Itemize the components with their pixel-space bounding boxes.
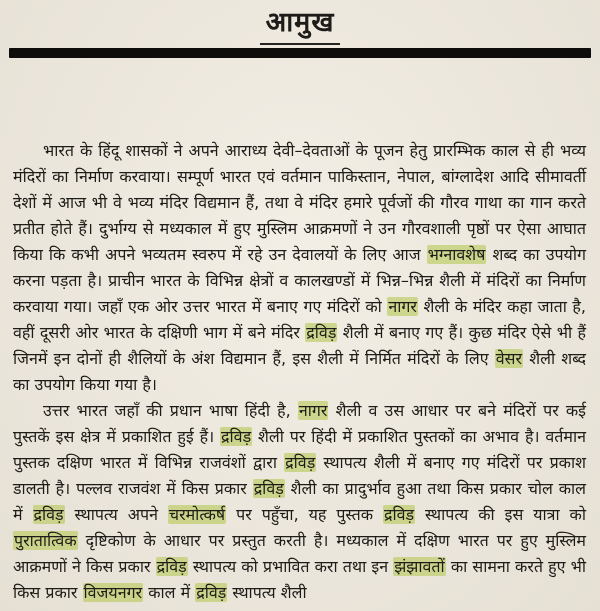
highlighted-term: द्रविड़: [306, 323, 337, 342]
document-body: [0, 138, 600, 606]
body-text: शब्द का उपयोग करना पड़ता है। प्राचीन भारत के विभिन्न क्षेत्रों व कालखण्डों में भिन्न–भिन्न शैली में मंदिरों का निर्माण करवाया गया। जहाँ एक ओर उत्तर भारत में बनाए गए मंदिरों को: [13, 245, 586, 316]
highlighted-term: द्रविड़: [383, 505, 415, 524]
highlighted-term: भग्नावशेष: [427, 245, 486, 264]
body-text: शैली शब्द का उपयोग किया गया है।: [13, 349, 586, 394]
title-divider-bar: [9, 48, 591, 58]
body-text: उत्तर भारत जहाँ की प्रधान भाषा हिंदी है,: [43, 401, 298, 420]
body-text: शैली व उस आधार पर बने मंदिरों पर कई पुस्तकें इस क्षेत्र में प्रकाशित हुई हैं।: [13, 401, 587, 446]
page-title: आमुख: [260, 6, 341, 45]
highlighted-term: द्रविड़: [253, 479, 284, 498]
highlighted-term: वेसर: [495, 349, 523, 368]
highlighted-term: द्रविड़: [156, 557, 187, 576]
body-text: स्थापत्य की इस यात्रा को: [415, 505, 586, 524]
highlighted-term: पुरातात्विक: [14, 531, 77, 550]
highlighted-term: द्रविड़: [196, 583, 227, 602]
body-text: पर पहुँचा, यह पुस्तक: [226, 505, 383, 524]
body-text: काल में: [143, 583, 196, 602]
highlighted-term: द्रविड़: [221, 427, 252, 446]
body-text: स्थापत्य शैली: [227, 583, 307, 602]
body-text: शैली में बनाए गए हैं। कुछ मंदिर ऐसे भी हैं जिनमें इन दोनों ही शैलियों के अंश विद्यमान हैं, इस शैली में निर्मित मंदिरों के लिए: [13, 323, 586, 368]
body-text: भारत के हिंदू शासकों ने अपने आराध्य देवी–देवताओं के पूजन हेतु प्रारम्भिक काल से ही भव्य मंदिरों का निर्माण करवाया। सम्पूर्ण भारत एवं वर्तमान पाकिस्तान, नेपाल, बांग्लादेश आदि सीमावर्ती देशों में आज भी वे भव्य मंदिर विद्यमान हैं, तथा वे मंदिर हमारे पूर्वजों की गौरव गाथा का गान करते प्रतीत होते हैं। दुर्भाग्य से मध्यकाल में हुए मुस्लिम आक्रमणों ने उन गौरवशाली पृष्ठों पर ऐसा आघात किया कि कभी अपने भव्यतम स्वरुप में रहे उन देवालयों के लिए आज: [13, 141, 586, 264]
highlighted-term: चरमोत्कर्ष: [168, 505, 226, 524]
body-text: शैली के मंदिर कहा जाता है, वहीं दूसरी ओर भारत के दक्षिणी भाग में बने मंदिर: [13, 297, 586, 342]
paragraph: [13, 398, 586, 606]
paragraph: [13, 138, 586, 398]
body-text: स्थापत्य को प्रभावित करा तथा इन: [187, 557, 394, 576]
highlighted-term: द्रविड़: [285, 453, 316, 472]
body-text: शैली का प्रादुर्भाव हुआ तथा किस प्रकार चोल काल में: [13, 479, 586, 524]
body-text: दृष्टिकोण के आधार पर प्रस्तुत करती है। मध्यकाल में दक्षिण भारत पर हुए मुस्लिम आक्रमणों ने किस प्रकार: [13, 531, 586, 576]
body-text: का सामना करते हुए भी किस प्रकार: [13, 557, 587, 602]
highlighted-term: झंझावतों: [394, 557, 445, 576]
highlighted-term: विजयनगर: [83, 583, 143, 602]
title-row: [0, 6, 600, 45]
body-text: शैली पर हिंदी में प्रकाशित पुस्तकों का अभाव है। वर्तमान पुस्तक दक्षिण भारत में विभिन्न राजवंशों द्वारा: [13, 427, 586, 472]
body-text: स्थापत्य शैली में बनाए गए मंदिरों पर प्रकाश डालती है। पल्लव राजवंश में किस प्रकार: [13, 453, 586, 498]
highlighted-term: नागर: [388, 297, 417, 316]
body-text: स्थापत्य अपने: [64, 505, 168, 524]
highlighted-term: नागर: [298, 401, 328, 420]
highlighted-term: द्रविड़: [33, 505, 64, 524]
